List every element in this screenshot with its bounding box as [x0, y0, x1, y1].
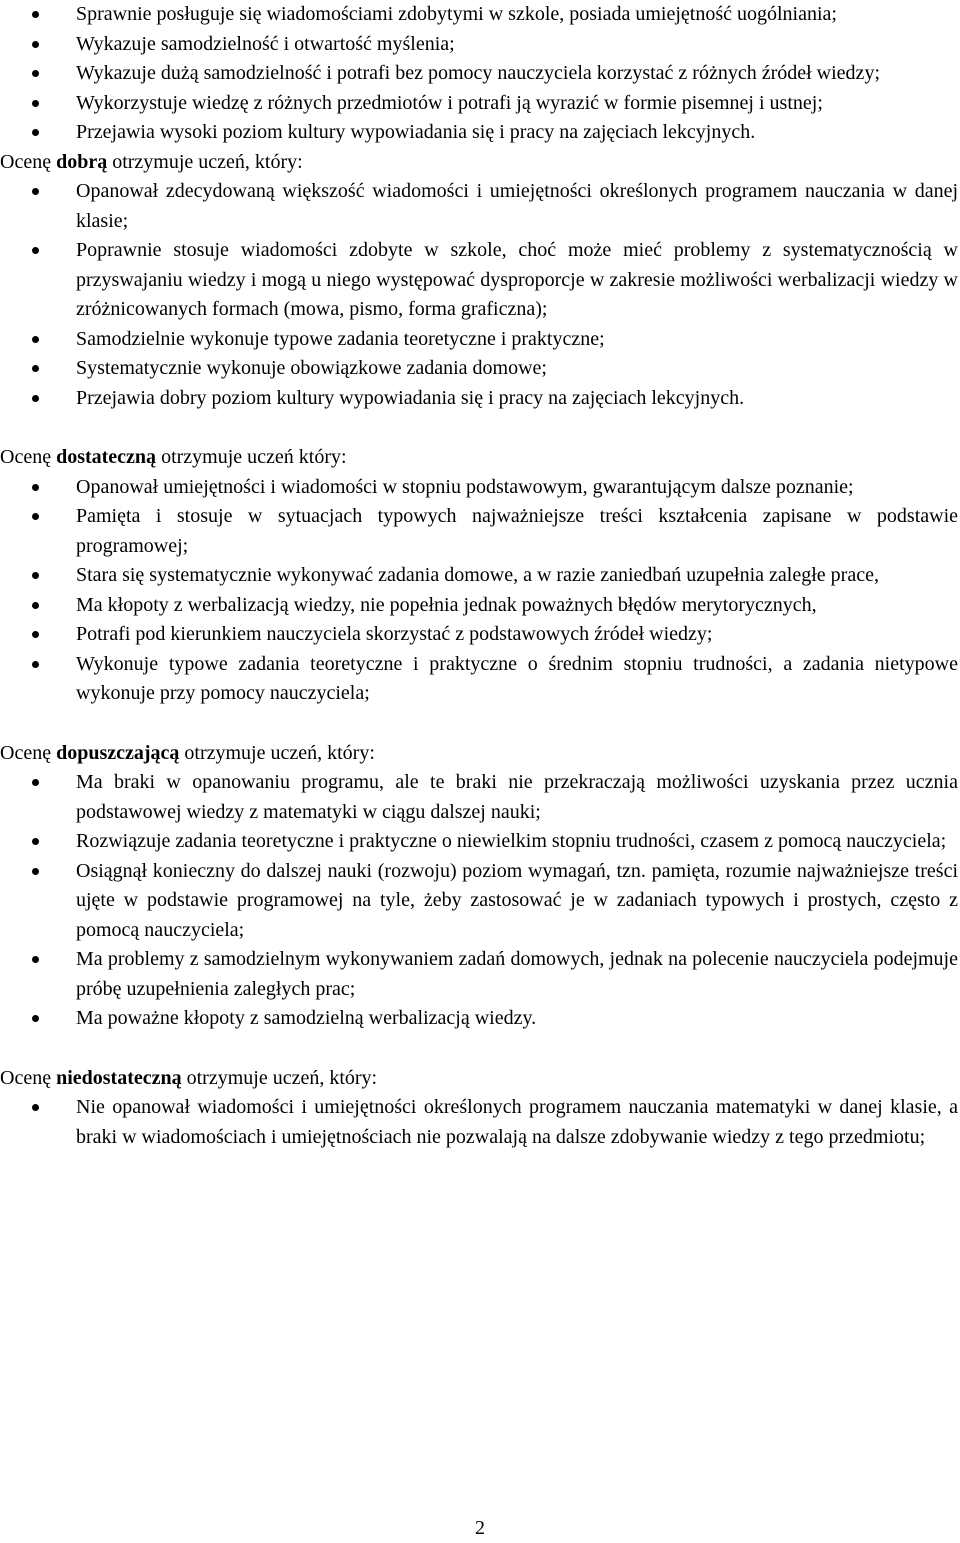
list-item-text: Ma kłopoty z werbalizacją wiedzy, nie popełnia jednak poważnych błędów merytorycznych, — [76, 593, 817, 616]
bullet-icon — [32, 838, 39, 845]
heading-tail: otrzymuje uczeń, który: — [179, 741, 375, 764]
list-item-text: Pamięta i stosuje w sytuacjach typowych najważniejsze treści kształcenia zapisane w podstawie programowej; — [76, 505, 958, 557]
failing-criteria-list — [0, 1093, 958, 1152]
bullet-icon — [32, 395, 39, 402]
list-item — [0, 591, 958, 621]
grade-name: niedostateczną — [56, 1066, 182, 1089]
bullet-icon — [32, 956, 39, 963]
bullet-icon — [32, 188, 39, 195]
list-item — [0, 473, 958, 503]
bullet-icon — [32, 129, 39, 136]
list-item-text: Przejawia wysoki poziom kultury wypowiadania się i pracy na zajęciach lekcyjnych. — [76, 121, 756, 143]
list-item-text: Opanował umiejętności i wiadomości w stopniu podstawowym, gwarantującym dalsze poznanie; — [76, 475, 854, 498]
list-item — [0, 1004, 958, 1034]
list-item — [0, 502, 958, 561]
list-item — [0, 384, 958, 414]
list-item — [0, 827, 958, 857]
bullet-icon — [32, 631, 39, 638]
list-item-text: Nie opanował wiadomości i umiejętności określonych programem nauczania matematyki w danej klasie, a braki w wiadomościach i umiejętnościach nie pozwalają na dalsze zdobywanie wiedzy z tego przedmiotu; — [76, 1096, 958, 1148]
list-item — [0, 177, 958, 236]
list-item — [0, 561, 958, 591]
list-item-text: Rozwiązuje zadania teoretyczne i praktyczne o niewielkim stopniu trudności, czasem z pomocą nauczyciela; — [76, 830, 947, 852]
top-criteria-list — [0, 0, 958, 148]
bullet-icon — [32, 484, 39, 491]
list-item-text: Systematycznie wykonuje obowiązkowe zadania domowe; — [76, 357, 547, 379]
list-item-text: Wykazuje dużą samodzielność i potrafi bez pomocy nauczyciela korzystać z różnych źródeł wiedzy; — [76, 62, 880, 84]
heading-tail: otrzymuje uczeń, który: — [181, 1066, 378, 1089]
list-item — [0, 768, 958, 827]
bullet-icon — [32, 247, 39, 254]
list-item-text: Sprawnie posługuje się wiadomościami zdobytymi w szkole, posiada umiejętność uogólniania; — [76, 3, 837, 25]
good-criteria-list — [0, 177, 958, 413]
list-item-text: Ma poważne kłopoty z samodzielną werbalizacją wiedzy. — [76, 1007, 537, 1029]
list-item — [0, 650, 958, 709]
section-heading-passing — [0, 739, 958, 769]
bullet-icon — [32, 100, 39, 107]
bullet-icon — [32, 11, 39, 18]
list-item — [0, 30, 958, 60]
list-item-text: Przejawia dobry poziom kultury wypowiadania się i pracy na zajęciach lekcyjnych. — [76, 386, 745, 409]
list-item-text: Samodzielnie wykonuje typowe zadania teoretyczne i praktyczne; — [76, 327, 605, 350]
bullet-icon — [32, 1104, 39, 1111]
heading-lead: Ocenę — [0, 741, 57, 764]
list-item — [0, 857, 958, 946]
bullet-icon — [32, 572, 39, 579]
heading-lead: Ocenę — [0, 150, 57, 173]
list-item-text: Osiągnął konieczny do dalszej nauki (rozwoju) poziom wymagań, tzn. pamięta, rozumie najważniejsze treści ujęte w podstawie programowej na tyle, żeby zastosować je w zadaniach typowych i prostych, często z pomocą nauczyciela; — [76, 859, 958, 941]
bullet-icon — [32, 661, 39, 668]
list-item — [0, 236, 958, 325]
list-item-text: Stara się systematycznie wykonywać zadania domowe, a w razie zaniedbań uzupełnia zaległe prace, — [76, 564, 879, 586]
bullet-icon — [32, 602, 39, 609]
list-item-text: Wykorzystuje wiedzę z różnych przedmiotów i potrafi ją wyrazić w formie pisemnej i ustnej; — [76, 91, 823, 114]
list-item — [0, 945, 958, 1004]
list-item-text: Wykazuje samodzielność i otwartość myślenia; — [76, 32, 455, 55]
section-heading-good — [0, 148, 958, 178]
bullet-icon — [32, 513, 39, 520]
bullet-icon — [32, 70, 39, 77]
bullet-icon — [32, 1015, 39, 1022]
list-item — [0, 118, 958, 148]
list-item — [0, 354, 958, 384]
list-item — [0, 325, 958, 355]
page-number: 2 — [475, 1517, 485, 1539]
section-heading-satisfactory — [0, 443, 958, 473]
list-item — [0, 89, 958, 119]
list-item-text: Wykonuje typowe zadania teoretyczne i praktyczne o średnim stopniu trudności, a zadania nietypowe wykonuje przy pomocy nauczyciela; — [76, 652, 958, 704]
list-item — [0, 59, 958, 89]
grade-name: dostateczną — [56, 446, 157, 468]
heading-lead: Ocenę — [0, 1066, 57, 1089]
list-item-text: Ma problemy z samodzielnym wykonywaniem zadań domowych, jednak na polecenie nauczyciela podejmuje próbę uzupełnienia zaległych prac; — [76, 948, 958, 1000]
bullet-icon — [32, 868, 39, 875]
list-item-text: Poprawnie stosuje wiadomości zdobyte w szkole, choć może mieć problemy z systematycznością w przyswajaniu wiedzy i mogą u niego występować dysproporcje w zakresie możliwości werbalizacji wiedzy w zróżnicowanych formach (mowa, pismo, forma graficzna); — [76, 239, 958, 320]
bullet-icon — [32, 41, 39, 48]
bullet-icon — [32, 365, 39, 372]
list-item-text: Potrafi pod kierunkiem nauczyciela skorzystać z podstawowych źródeł wiedzy; — [76, 623, 713, 645]
grade-name: dopuszczającą — [56, 741, 180, 764]
bullet-icon — [32, 779, 39, 786]
heading-lead: Ocenę — [0, 446, 57, 468]
list-item — [0, 620, 958, 650]
list-item-text: Ma braki w opanowaniu programu, ale te braki nie przekraczają możliwości uzyskania przez ucznia podstawowej wiedzy z matematyki w ciągu dalszej nauki; — [76, 771, 958, 823]
heading-tail: otrzymuje uczeń, który: — [107, 150, 303, 173]
satisfactory-criteria-list — [0, 473, 958, 709]
list-item-text: Opanował zdecydowaną większość wiadomości i umiejętności określonych programem nauczania w danej klasie; — [76, 180, 958, 232]
list-item — [0, 1093, 958, 1152]
list-item — [0, 0, 958, 30]
grade-name: dobrą — [56, 150, 108, 173]
section-heading-failing — [0, 1064, 958, 1094]
bullet-icon — [32, 336, 39, 343]
passing-criteria-list — [0, 768, 958, 1034]
heading-tail: otrzymuje uczeń który: — [156, 446, 347, 468]
